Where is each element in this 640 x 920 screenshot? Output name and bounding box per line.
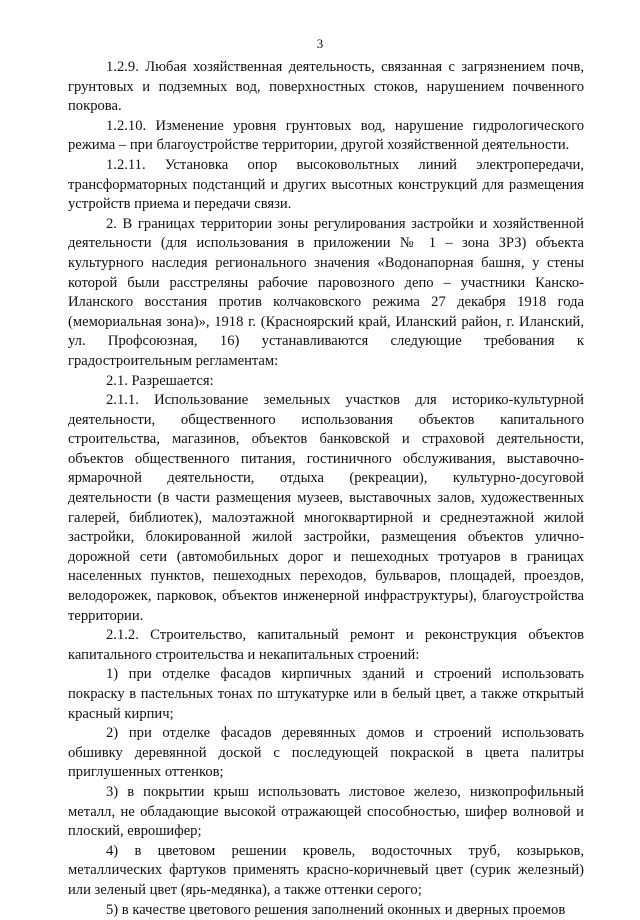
paragraph-1-2-11: 1.2.11. Установка опор высоковольтных линий электропередачи, трансформаторных подстанций и других высотных конструкций для размещения устройств приема и передачи связи. (68, 156, 584, 213)
document-body (68, 58, 584, 920)
paragraph-2-1-2: 2.1.2. Строительство, капитальный ремонт и реконструкция объектов капитального строительства и некапитальных строений: (68, 627, 584, 663)
paragraph-1-2-9: 1.2.9. Любая хозяйственная деятельность, связанная с загрязнением почв, грунтовых и подземных вод, поверхностных стоков, нарушением почвенного покрова. (68, 59, 584, 115)
list-item-5: 5) в качестве цветового решения заполнений оконных и дверных проемов (106, 901, 566, 918)
list-item-4: 4) в цветовом решении кровель, водосточных труб, козырьков, металлических фартуков применять красно-коричневый цвет (сурик железный) или зеленый цвет (ярь-медянка), а также оттенки серого; (68, 842, 584, 898)
paragraph-1-2-10: 1.2.10. Изменение уровня грунтовых вод, нарушение гидрологического режима – при благоустройстве территории, другой хозяйственной деятельности. (68, 117, 584, 154)
list-item-3: 3) в покрытии крыш использовать листовое железо, низкопрофильный металл, не обладающие высокой отражающей способностью, шифер волновой и плоский, еврошифер; (68, 783, 584, 840)
paragraph-2-1-1: 2.1.1. Использование земельных участков для историко-культурной деятельности, общественного использования объектов капитального строительства, магазинов, объектов банковской и страховой деятельности, объектов общественного питания, гостиничного обслуживания, выставочно-ярмарочной деятельности, отдыха (рекреации), культурно-досуговой деятельности (в части размещения музеев, выставочных залов, художественных галерей, библиотек), малоэтажной многоквартирной и среднеэтажной жилой застройки, блокированной жилой застройки, размещения объектов улично-дорожной сети (автомобильных дорог и пешеходных тротуаров в границах населенных пунктов, пешеходных переходов, бульваров, площадей, проездов, велодорожек, парковок, объектов инженерной инфраструктуры), благоустройства территории. (68, 392, 584, 624)
paragraph-2-1: 2.1. Разрешается: (106, 372, 214, 389)
list-item-1: 1) при отделке фасадов кирпичных зданий и строений использовать покраску в пастельных тонах по штукатурке или в белый цвет, а также открытый красный кирпич; (68, 666, 584, 722)
page-number: 3 (316, 36, 324, 51)
paragraph-2: 2. В границах территории зоны регулирования застройки и хозяйственной деятельности (для использования в приложении № 1 – зона ЗРЗ) объекта культурного наследия регионального значения «Водонапорная башня, у стены которой были расстреляны рабочие паровозного депо – участники Канско-Иланского восстания против колчаковского режима 27 декабря 1918 года (мемориальная зона)», 1918 г. (Красноярский край, Иланский район, г. Иланский, ул. Профсоюзная, 16) устанавливаются следующие требования к градостроительным регламентам: (68, 215, 584, 369)
list-item-2: 2) при отделке фасадов деревянных домов и строений использовать обшивку деревянной доской с последующей покраской в цвета палитры приглушенных оттенков; (68, 725, 584, 781)
